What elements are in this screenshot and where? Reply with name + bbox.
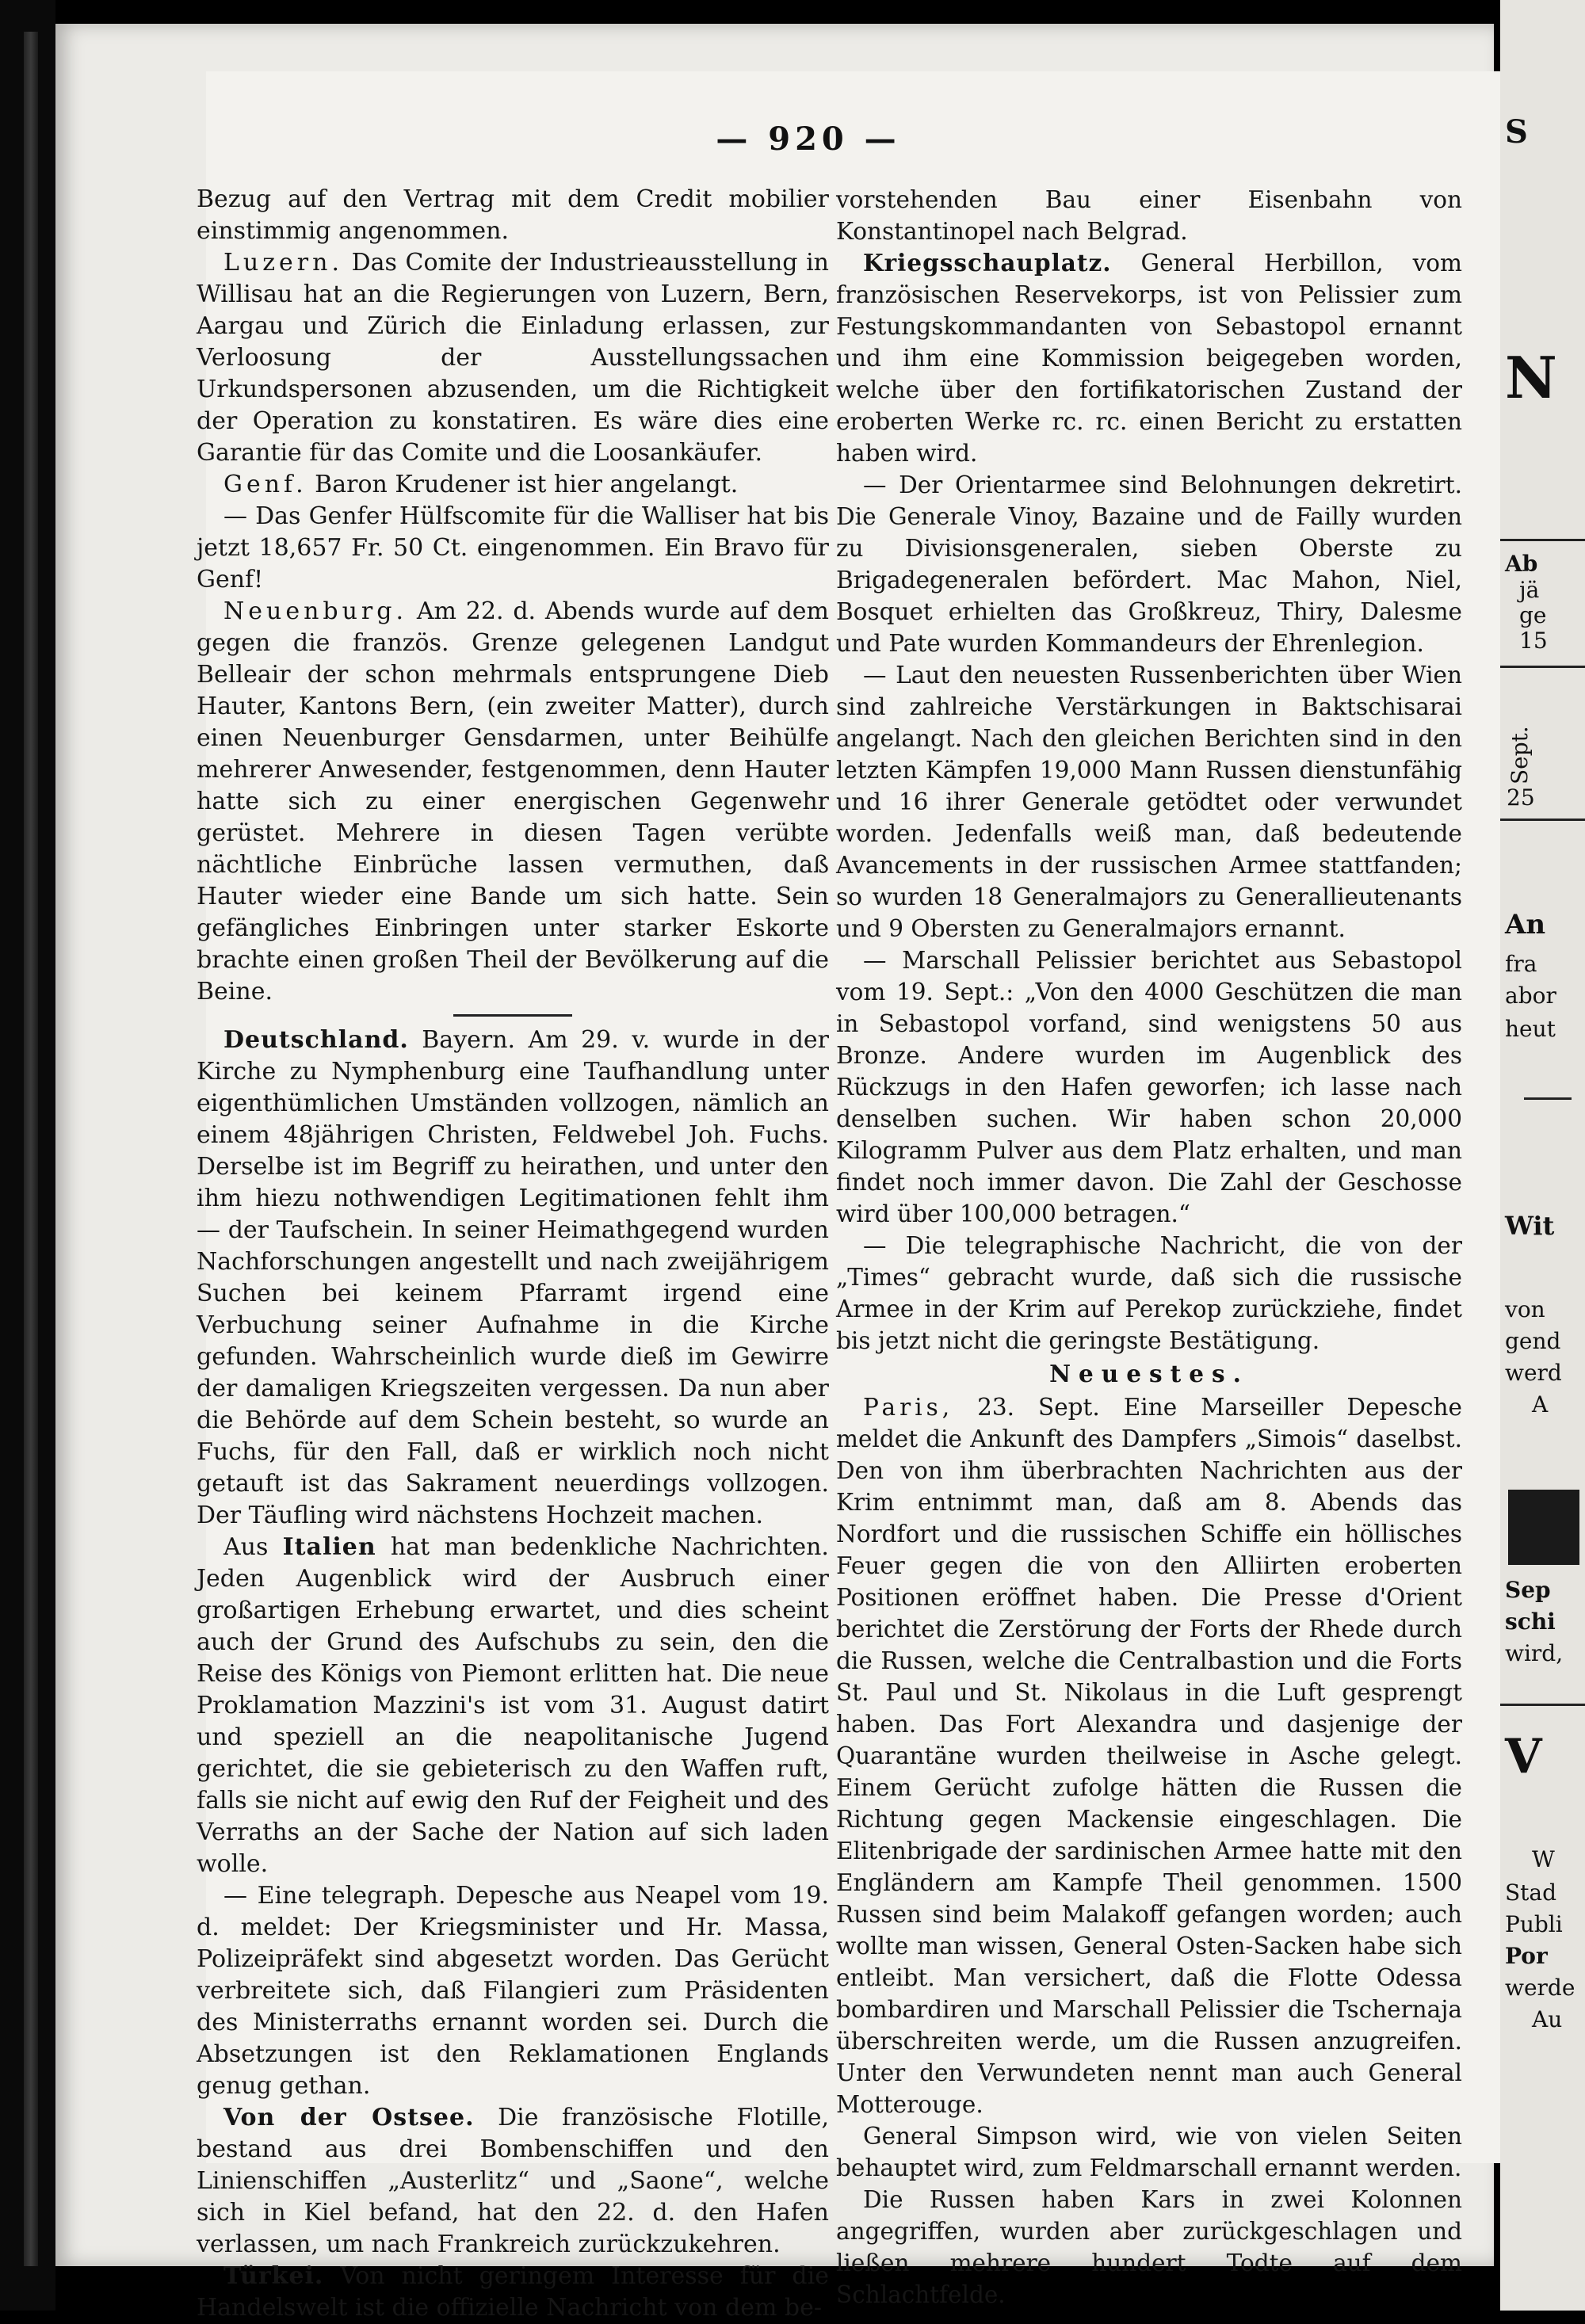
next-page-fragment: von bbox=[1505, 1296, 1545, 1322]
next-page-fragment: Wit bbox=[1505, 1211, 1555, 1241]
next-page-fragment: A bbox=[1532, 1391, 1549, 1418]
next-page-fragment: werd bbox=[1505, 1360, 1562, 1386]
heading-tuerkei: Türkei. bbox=[223, 2262, 324, 2290]
heading-neuenburg: Neuenburg. bbox=[223, 597, 408, 625]
next-page-fragment: Ab bbox=[1505, 551, 1538, 577]
next-page-fragment: jä bbox=[1519, 577, 1540, 603]
text-deutschland: Bayern. Am 29. v. wurde in der Kirche zu Nymphenburg eine Taufhandlung unter eigenthümlichen Umständen vollzogen, nämlich an einem 48jährigen Christen, Feldwebel Joh. Fuchs. Derselbe ist im Begriff zu heirathen, und unter den ihm hiezu nothwendigen Legitimationen fehlt ihm — der Taufschein. In seiner Heimathgegend wurden Nachforschungen angestellt und nach zweijährigem Suchen bei keinem Pfarramt irgend eine Verbuchung seiner Aufnahme in die Kirche gefunden. Wahrscheinlich wurde dieß im Gewirre der damaligen Kriegszeiten vergessen. Da nun aber die Behörde auf dem Schein besteht, so wurde an Fuchs, für den Fall, daß er wirklich noch nicht getauft ist das Sakrament neuerdings vollzogen. Der Täufling wird nächstens Hochzeit machen. bbox=[197, 1026, 829, 1529]
heading-genf: Genf. bbox=[223, 471, 307, 498]
article-times: — Die telegraphische Nachricht, die von der „Times“ gebracht wurde, daß sich die russische Armee in der Krim auf Perekop zurückziehe, findet bis jetzt nicht die geringste Bestätigung. bbox=[836, 1232, 1462, 1354]
heading-paris: Paris, bbox=[863, 1394, 954, 1421]
heading-deutschland: Deutschland. bbox=[223, 1026, 409, 1054]
article-neuenburg bbox=[197, 596, 829, 1008]
next-page-fragment: schi bbox=[1505, 1608, 1556, 1635]
article-simpson: General Simpson wird, wie von vielen Seiten behauptet wird, zum Feldmarschall ernannt werden. bbox=[836, 2123, 1462, 2181]
next-page-fragment: fra bbox=[1505, 951, 1537, 977]
next-page-fragment: Au bbox=[1532, 2006, 1563, 2032]
next-page-title-fragment: N bbox=[1505, 344, 1557, 411]
scan-left-edge bbox=[0, 0, 55, 2311]
next-page-fragment: wird, bbox=[1505, 1640, 1564, 1666]
heading-kriegsschauplatz: Kriegsschauplatz. bbox=[863, 249, 1112, 277]
paragraph-eisenbahn: vorstehenden Bau einer Eisenbahn von Konstantinopel nach Belgrad. bbox=[836, 186, 1462, 245]
adjacent-page-strip bbox=[1500, 0, 1585, 2311]
article-neapel: — Eine telegraph. Depesche aus Neapel vom 19. d. meldet: Der Kriegsminister und Hr. Massa, Polizeipräfekt sind abgesetzt worden. Das Gerücht verbreitete sich, daß Filangieri zum Präsidenten des Ministerraths ernannt worden sei. Durch die Absetzungen ist den Reklamationen Englands genug gethan. bbox=[197, 1882, 829, 2100]
article-tuerkei bbox=[197, 2261, 829, 2324]
article-russenberichte: — Laut den neuesten Russenberichten über Wien sind zahlreiche Verstärkungen in Baktschisarai angelangt. Nach den gleichen Berichten sind in den letzten Kämpfen 19,000 Mann Russen dienstunfähig und 16 ihrer Generale getödtet oder verwundet worden. Jedenfalls weiß man, daß bedeutende Avancements in der russischen Armee stattfanden; so wurden 18 Generalmajors zu Generallieutenants und 9 Obersten zu Generalmajors ernannt. bbox=[836, 662, 1462, 942]
text-kriegsschauplatz: General Herbillon, vom französischen Reservekorps, ist von Pelissier zum Festungskommandanten von Sebastopol ernannt und ihm eine Kommission beigegeben worden, welche über den fortifikatorischen Zustand der eroberten Werke rc. rc. einen Bericht zu erstatten haben wird. bbox=[836, 250, 1462, 467]
section-divider bbox=[453, 1014, 572, 1017]
heading-ostsee: Von der Ostsee. bbox=[223, 2104, 475, 2131]
heading-luzern: Luzern. bbox=[223, 249, 344, 277]
article-paris bbox=[836, 1391, 1462, 2120]
next-page-fragment: S bbox=[1505, 113, 1528, 151]
text-italien: hat man bedenkliche Nachrichten. Jeden Augenblick wird der Ausbruch einer großartigen Erhebung erwartet, und dies scheint auch der Grund des Aufschubs zu sein, den die Reise des Königs von Piemont erlitten hat. Die neue Proklamation Mazzini's ist vom 31. August datirt und speziell an die neapolitanische Jugend gerichtet, die sie gebieterisch zu den Waffen ruft, falls sie nicht auf ewig den Ruf der Feigheit und des Verraths an der Sache der Nation auf sich laden wolle. bbox=[197, 1533, 829, 1878]
next-page-rule bbox=[1500, 539, 1585, 541]
text-italien-pre: Aus bbox=[223, 1533, 269, 1561]
next-page-fragment: W bbox=[1532, 1846, 1555, 1872]
text-neuenburg: Am 22. d. Abends wurde auf dem gegen die französ. Grenze gelegenen Landgut Belleair der schon mehrmals entsprungene Dieb Hauter, Kantons Bern, (ein zweiter Matter), durch einen Neuenburger Gensdarmen, unter Beihülfe mehrerer Anwesender, festgenommen, denn Hauter hatte sich zu einer energischen Gegenwehr gerüstet. Mehrere in diesen Tagen verübte nächtliche Einbrüche lassen vermuthen, daß Hauter wieder eine Bande um sich hatte. Sein gefängliches Einbringen unter starker Eskorte brachte einen großen Theil der Bevölkerung auf die Beine. bbox=[197, 597, 829, 1006]
text-ostsee: Die französische Flotille, bestand aus drei Bombenschiffen und den Linienschiffen „Austerlitz“ und „Saone“, welche sich in Kiel befand, hat den 22. d. den Hafen verlassen, um nach Frankreich zurückzukehren. bbox=[197, 2104, 829, 2258]
next-page-fragment: Sept. bbox=[1507, 726, 1533, 784]
article-italien bbox=[197, 1532, 829, 1880]
article-genf bbox=[197, 469, 829, 501]
article-kars: Die Russen haben Kars in zwei Kolonnen angegriffen, wurden aber zurückgeschlagen und ließen mehrere hundert Todte auf dem Schlachtfelde. bbox=[836, 2186, 1462, 2308]
text-luzern: Das Comite der Industrieausstellung in Willisau hat an die Regierungen von Luzern, Bern, Aargau und Zürich die Einladung erlassen, zur Verloosung der Ausstellungssachen Urkundspersonen abzusenden, um die Richtigkeit der Operation zu konstatiren. Es wäre dies eine Garantie für das Comite und die Loosankäufer. bbox=[197, 249, 829, 467]
article-orientarmee: — Der Orientarmee sind Belohnungen dekretirt. Die Generale Vinoy, Bazaine und de Failly wurden zu Divisionsgeneralen, sieben Oberste zu Brigadegeneralen befördert. Mac Mahon, Niel, Bosquet erhielten das Großkreuz, Thiry, Dalesme und Pate wurden Kommandeurs der Ehrenlegion. bbox=[836, 471, 1462, 657]
article-deutschland bbox=[197, 1025, 829, 1532]
next-page-rule bbox=[1500, 1704, 1585, 1706]
heading-italien: Italien bbox=[282, 1533, 376, 1561]
article-kriegsschauplatz bbox=[836, 247, 1462, 469]
next-page-fragment: Publi bbox=[1505, 1911, 1563, 1937]
next-page-fragment: 25 bbox=[1507, 784, 1535, 811]
next-page-fragment: werde bbox=[1505, 1975, 1575, 2001]
next-page-fragment: An bbox=[1505, 909, 1546, 941]
next-page-fragment: abor bbox=[1505, 983, 1556, 1009]
next-page-fragment: Stad bbox=[1505, 1879, 1557, 1906]
article-genf-2: — Das Genfer Hülfscomite für die Walliser hat bis jetzt 18,657 Fr. 50 Ct. eingenommen. Ein Bravo für Genf! bbox=[197, 502, 829, 593]
next-page-fragment: heut bbox=[1505, 1016, 1556, 1042]
text-tuerkei: Von nicht geringem Interesse für die Handelswelt ist die offizielle Nachricht von dem be- bbox=[197, 2262, 829, 2322]
heading-neuestes: Neuestes. bbox=[1049, 1360, 1249, 1387]
next-page-rule bbox=[1524, 1097, 1572, 1100]
next-page-fragment: V bbox=[1505, 1729, 1542, 1784]
book-binding bbox=[24, 32, 38, 2266]
next-page-fragment: Por bbox=[1505, 1943, 1548, 1969]
paragraph-credit-mobilier: Bezug auf den Vertrag mit dem Credit mobilier einstimmig angenommen. bbox=[197, 185, 829, 245]
next-page-fragment: gend bbox=[1505, 1328, 1561, 1354]
next-page-fragment: 15 bbox=[1519, 628, 1548, 654]
next-page-fragment: ge bbox=[1519, 602, 1547, 628]
left-column bbox=[197, 184, 829, 2324]
next-page-illustration bbox=[1508, 1490, 1579, 1565]
next-page-fragment: Sep bbox=[1505, 1577, 1551, 1603]
page-number: — 920 — bbox=[716, 120, 901, 158]
article-luzern bbox=[197, 247, 829, 469]
article-ostsee bbox=[197, 2102, 829, 2261]
text-paris: 23. Sept. Eine Marseiller Depesche meldet die Ankunft des Dampfers „Simois“ daselbst. Den von ihm überbrachten Nachrichten aus der Krim entnimmt man, daß am 8. Abends das Nordfort und die russischen Schiffe ein höllisches Feuer gegen die von den Alliirten eroberten Positionen eröffnet haben. Die Presse d'Orient berichtet die Zerstörung der Forts der Rhede durch die Russen, welche die Centralbastion und die Forts St. Paul und St. Nikolaus in die Luft gesprengt haben. Das Fort Alexandra und dasjenige der Quarantäne wurden theilweise in Asche gelegt. Einem Gerücht zufolge hätten die Russen die Richtung gegen Mackensie eingeschlagen. Die Elitenbrigade der sardinischen Armee hatte mit den Engländern am Kampfe Theil genommen. 1500 Russen sind beim Malakoff gefangen worden; auch wollte man wissen, General Osten-Sacken habe sich entleibt. Man versichert, daß die Flotte Odessa bombardiren und Marschall Pelissier die Tschernaja überschreiten werde, um die Russen anzugreifen. Unter den Verwundeten nennt man auch General Motterouge. bbox=[836, 1394, 1462, 2118]
article-pelissier: — Marschall Pelissier berichtet aus Sebastopol vom 19. Sept.: „Von den 4000 Geschützen die man in Sebastopol vorfand, sind wenigstens 50 aus Bronze. Andere wurden im Augenblick des Rückzugs in den Hafen geworfen; ich lasse nach denselben suchen. Wir haben schon 20,000 Kilogramm Pulver aus dem Platz erhalten, und man findet noch immer davon. Die Zahl der Geschosse wird über 100,000 betragen.“ bbox=[836, 947, 1462, 1227]
text-genf: Baron Krudener ist hier angelangt. bbox=[315, 471, 739, 498]
right-column bbox=[836, 184, 1462, 2311]
